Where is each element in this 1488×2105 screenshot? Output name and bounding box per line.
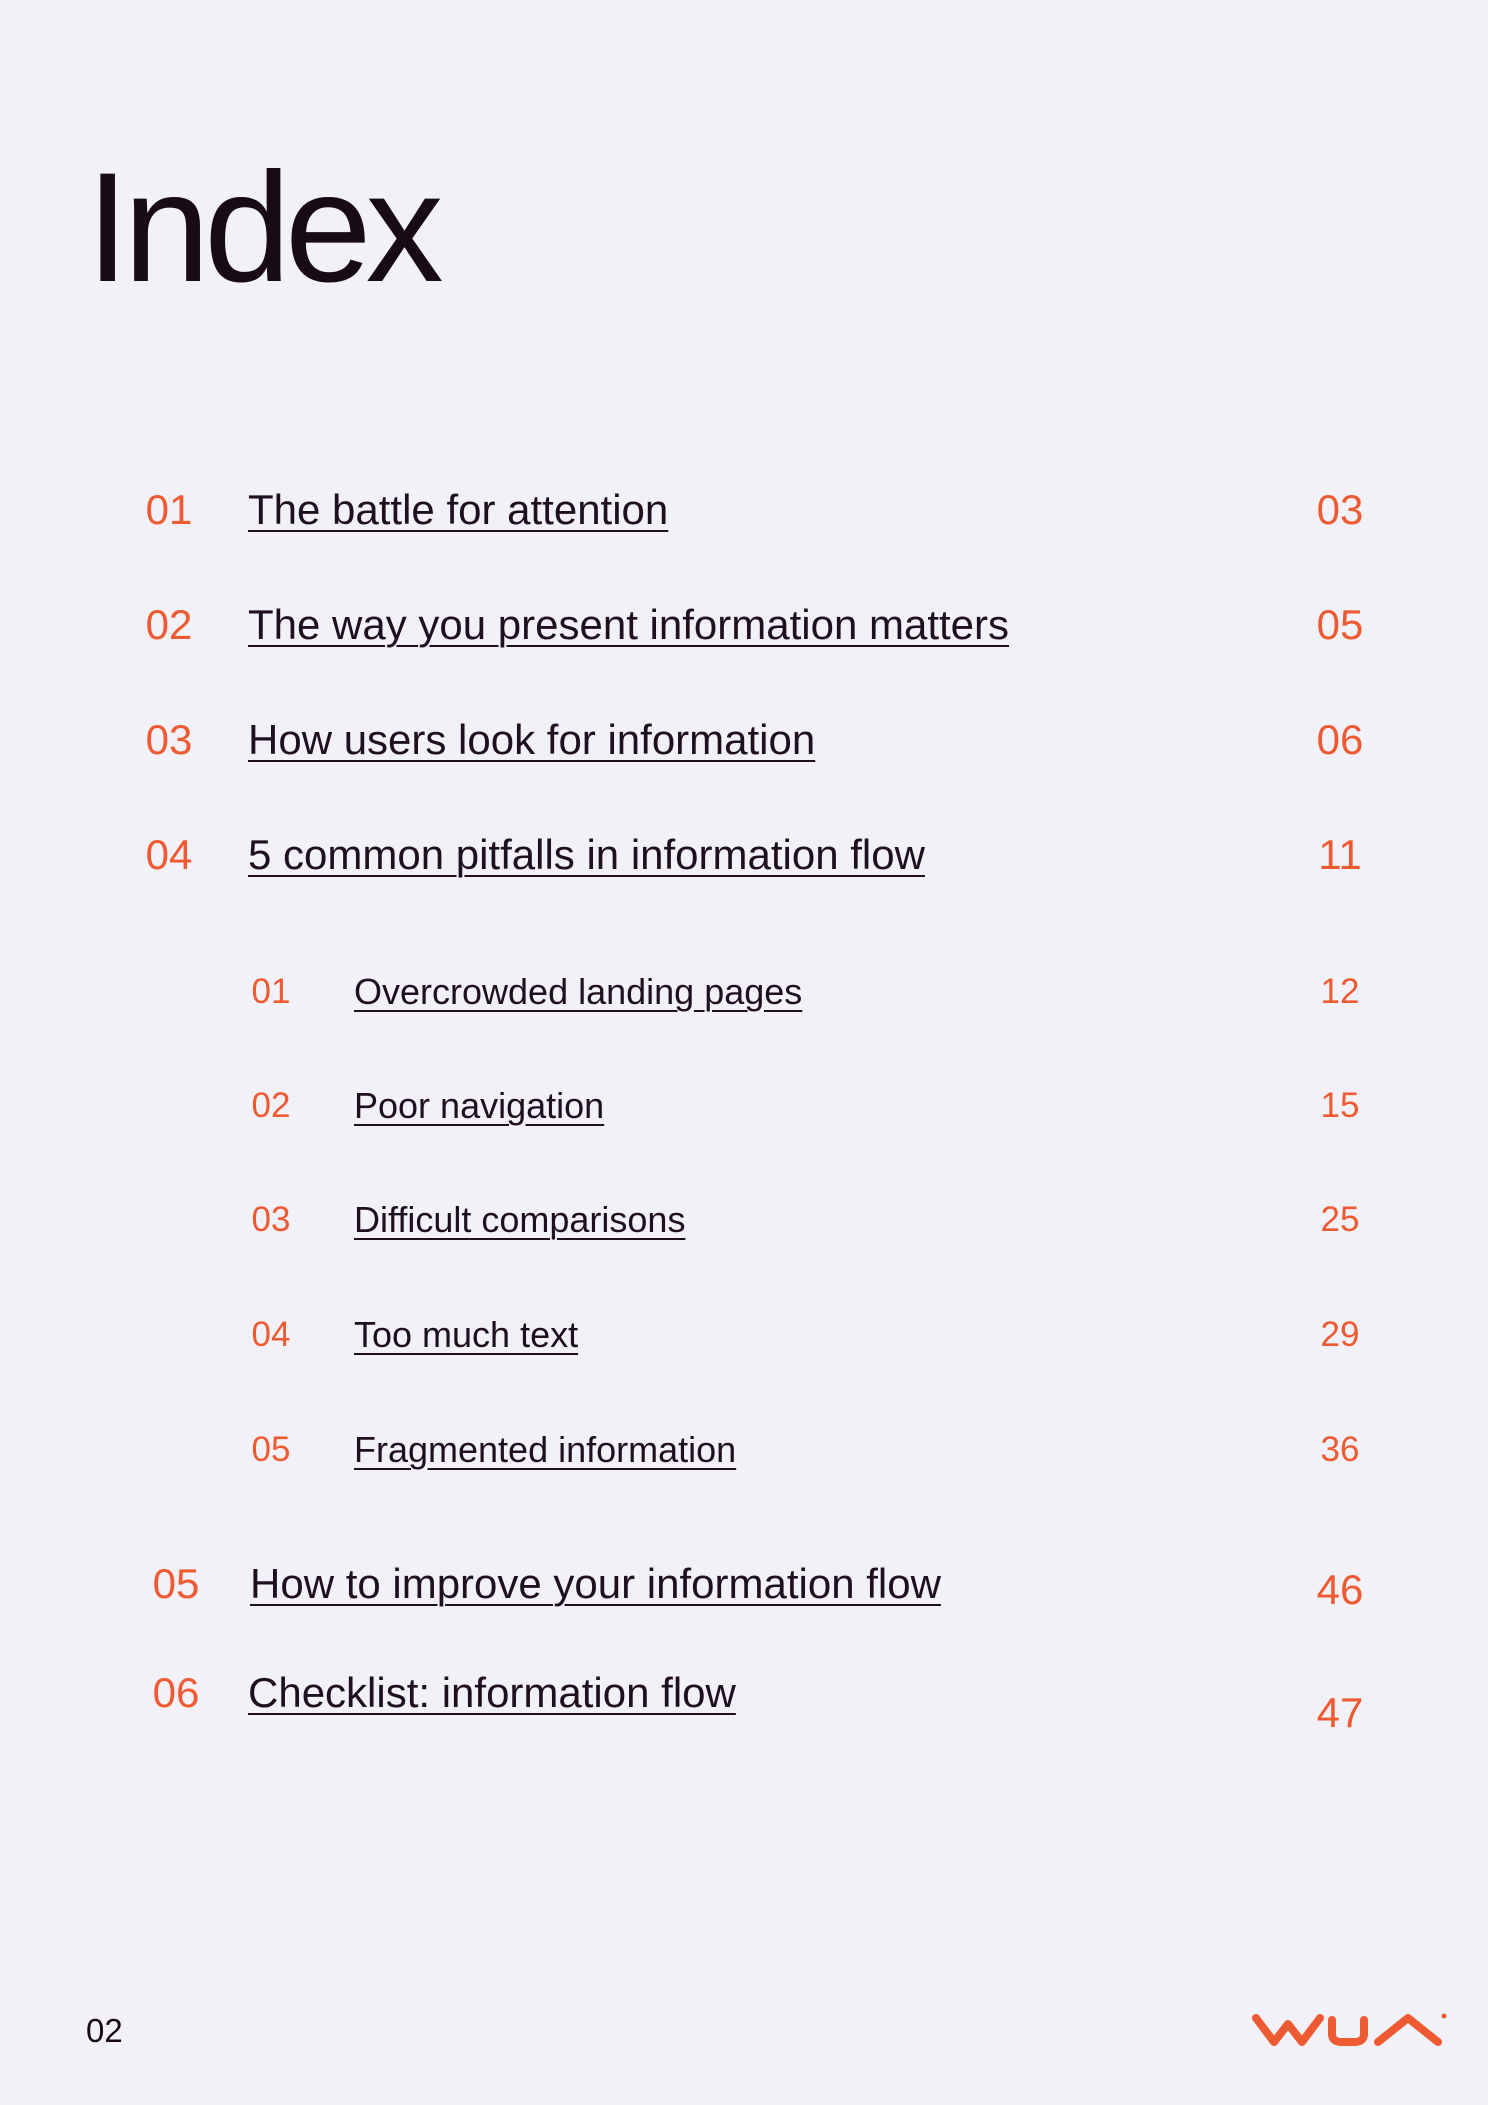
toc-subentry-number: 05: [251, 1430, 291, 1469]
toc-subentry-link[interactable]: Difficult comparisons: [354, 1199, 686, 1240]
toc-entry-link[interactable]: How users look for information: [248, 716, 816, 763]
toc-subentry[interactable]: [0, 1190, 1488, 1250]
toc-entry-number: 02: [145, 601, 193, 648]
toc-subentry[interactable]: [0, 962, 1488, 1022]
toc-entry[interactable]: [0, 825, 1488, 885]
toc-entry[interactable]: [0, 480, 1488, 540]
toc-subentry-number: 02: [251, 1086, 291, 1125]
toc-entry-page: 06: [1316, 716, 1364, 763]
toc-entry[interactable]: [0, 595, 1488, 655]
toc-entry-number: 05: [152, 1560, 200, 1607]
toc-subentry-link[interactable]: Too much text: [354, 1314, 579, 1355]
toc-entry-number: 01: [145, 486, 193, 533]
toc-entry-page: 11: [1318, 831, 1362, 878]
toc-subentry[interactable]: [0, 1305, 1488, 1365]
toc-subentry-number: 01: [251, 972, 291, 1011]
wua-logo: [1250, 2010, 1448, 2050]
toc-entry-number: 03: [145, 716, 193, 763]
toc-subentry-number: 04: [251, 1315, 291, 1354]
toc-entry[interactable]: [0, 1554, 1488, 1614]
toc-subentry-page: 36: [1320, 1430, 1360, 1469]
toc-entry[interactable]: [0, 1663, 1488, 1736]
toc-subentry-page: 12: [1320, 972, 1360, 1011]
toc-entry-number: 06: [152, 1669, 200, 1716]
toc-subentry[interactable]: [0, 1420, 1488, 1480]
footer-page-number: 02: [86, 2012, 123, 2049]
toc-entry-link[interactable]: How to improve your information flow: [250, 1560, 941, 1607]
toc-subentry-link[interactable]: Poor navigation: [354, 1085, 605, 1126]
toc-entry-link[interactable]: Checklist: information flow: [248, 1669, 736, 1716]
toc-entry-link[interactable]: 5 common pitfalls in information flow: [248, 831, 925, 878]
toc-subentry-number: 03: [251, 1200, 291, 1239]
toc-subentry-page: 25: [1320, 1200, 1360, 1239]
toc-entry-page: 03: [1316, 486, 1364, 533]
toc-entry-number: 04: [145, 831, 193, 878]
toc-entry-link[interactable]: The way you present information matters: [248, 601, 1010, 648]
toc-entry-link[interactable]: The battle for attention: [248, 486, 669, 533]
toc-subentry-link[interactable]: Fragmented information: [354, 1429, 737, 1470]
toc-entry-page: 46: [1316, 1566, 1364, 1613]
toc-subentry-page: 15: [1320, 1086, 1360, 1125]
toc-entry-page: 05: [1316, 601, 1364, 648]
toc-entry-page: 47: [1316, 1689, 1364, 1736]
page-title: Index: [86, 141, 438, 315]
toc-subentry-page: 29: [1320, 1315, 1360, 1354]
toc-subentry-link[interactable]: Overcrowded landing pages: [354, 971, 803, 1012]
toc-entry[interactable]: [0, 710, 1488, 770]
toc-subentry[interactable]: [0, 1076, 1488, 1136]
